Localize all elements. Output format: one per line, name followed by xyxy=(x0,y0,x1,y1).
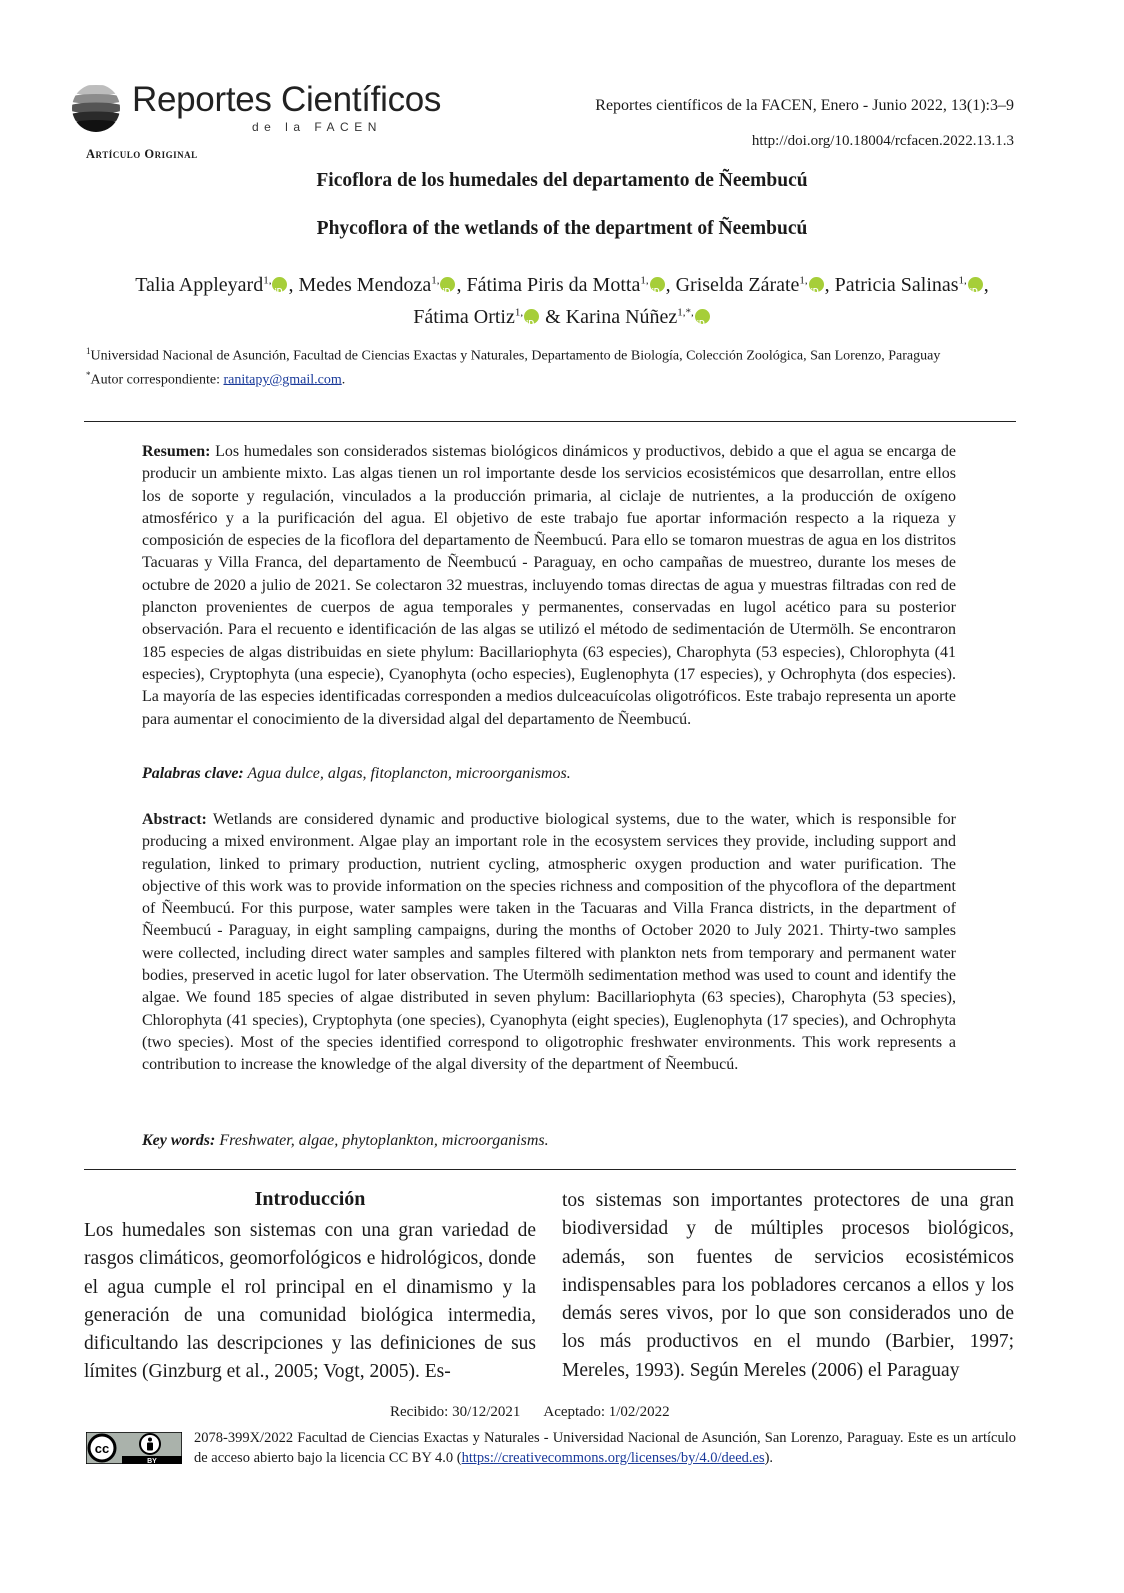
article-dates xyxy=(390,1404,690,1421)
author: Talia Appleyard$^{1,}$iD , xyxy=(135,274,298,296)
cc-by-badge[interactable] xyxy=(86,1432,182,1464)
person-icon xyxy=(140,1434,160,1454)
affiliation xyxy=(86,342,1016,389)
orcid-icon[interactable] xyxy=(968,277,983,292)
author: Fátima Ortiz$^{1,}$iD & xyxy=(413,306,565,328)
author: Fátima Piris da Motta$^{1,}$iD , xyxy=(466,274,675,296)
title-english: Phycoflora of the wetlands of the department of Ñeembucú xyxy=(316,218,808,239)
cc-icon xyxy=(89,1435,115,1461)
author: Karina Núñez$^{1,*,}$iD xyxy=(566,306,711,328)
accepted-date: Aceptado: 1/02/2022 xyxy=(543,1404,670,1420)
received-date: Recibido: 30/12/2021 xyxy=(390,1404,521,1420)
article-type: Artículo Original xyxy=(86,147,198,161)
affiliation-line: $^1$Universidad Nacional de Asunción, Facultad de Ciencias Exactas y Naturales, Departamento de Biología, Colección Zoológica, San Lorenzo, Paraguay xyxy=(86,346,941,364)
author-list xyxy=(112,266,1012,331)
abstract-paragraph: Abstract: Wetlands are considered dynamic and productive biological systems, due to the water, which is responsible for producing a mixed environment. Algae play an important role in the ecosystem services they provide, including support and regulation, linked to primary production, nutrient cycling, atmospheric oxygen production and water purification. The objective of this work was to provide information on the species richness and composition of the phycoflora of the department of Ñeembucú. For this purpose, water samples were taken in the Tacuaras and Villa Franca districts, in the department of Ñeembucú - Paraguay, in eight sampling campaigns, during the months of October 2020 to July 2021. Thirty-two samples were collected, including direct water samples and samples filtered with plankton nets from temporary and permanent water bodies, preserved in acetic lugol for later observation. The Utermölh sedimentation method was used to count and identify the algae. We found 185 species of algae distributed in seven phylum: Bacillariophyta (63 species), Charophyta (53 species), Chlorophyta (41 species), Cryptophyta (one species), Cyanophyta (eight species), Euglenophyta (17 species), and Ochrophyta (two species). Most of the species identified correspond to oligotrophic freshwater environments. This work represents a contribution to increase the knowledge of the algal diversity of the department of Ñeembucú. xyxy=(142,811,956,1074)
journal-logo-icon xyxy=(70,82,122,134)
introduction-column-2: tos sistemas son importantes protectores de una gran biodiversidad y de múltiples procesos biológicos, además, son fuentes de servicios ecosistémicos indispensables para los pobladores cercanos a ellos y los demás seres vivos, por lo que son considerados uno de los más productivos en el mundo (Barbier, 1997; Mereles, 1993). Según Mereles (2006) el Paraguay xyxy=(562,1190,1014,1381)
orcid-icon[interactable] xyxy=(440,277,455,292)
orcid-icon[interactable] xyxy=(524,309,539,324)
abstract-label: Abstract: xyxy=(142,811,207,828)
corresponding-email-link[interactable]: ranitapy@gmail.com xyxy=(223,372,342,388)
logo-subtitle: de la FACEN xyxy=(252,120,382,134)
introduction-heading: Introducción xyxy=(254,1188,366,1210)
resumen-paragraph: Resumen: Los humedales son considerados sistemas biológicos dinámicos y productivos, debido a que el agua se encarga de producir un ambiente mixto. Las algas tienen un rol importante desde los servicios ecosistémicos que desarrollan, entre ellos los de soporte y regulación, vinculados a la producción primaria, al ciclaje de nutrientes, a la producción de oxígeno atmosférico y a la purificación del agua. El objetivo de este trabajo fue aportar información respecto a la riqueza y composición de especies de la ficoflora del departamento de Ñeembucú. Para ello se tomaron muestras de agua en los distritos Tacuaras y Villa Franca, del departamento de Ñeembucú - Paraguay, en ocho campañas de muestreo, durante los meses de octubre de 2020 a julio de 2021. Se colectaron 32 muestras, incluyendo tomas directas de agua y muestras filtradas con red de plancton provenientes de cuerpos de agua temporales y permanentes, conservadas en lugol acético para su posterior observación. Para el recuento e identificación de las algas se utilizó el método de sedimentación de Utermölh. Se encontraron 185 especies de algas distribuidas en siete phylum: Bacillariophyta (63 especies), Charophyta (53 especies), Chlorophyta (41 especies), Cryptophyta (una especie), Cyanophyta (ocho especies), Euglenophyta (17 especies), y Ochrophyta (dos especies). La mayoría de las especies identificadas corresponden a medios dulceacuícolas oligotróficos. Este trabajo representa un aporte para aumentar el conocimiento de la diversidad algal del departamento de Ñeembucú. xyxy=(142,443,956,728)
cc-by-label: BY xyxy=(147,1458,157,1464)
orcid-icon[interactable] xyxy=(650,277,665,292)
author: Griselda Zárate$^{1,}$iD , xyxy=(676,274,835,296)
license-statement: 2078-399X/2022 Facultad de Ciencias Exactas y Naturales - Universidad Nacional de Asunción, San Lorenzo, Paraguay. Este es un artículo de acceso abierto bajo la licencia CC BY 4.0 (https://creativecommons.org/licenses/by/4.0/deed.es). xyxy=(194,1430,1016,1466)
title-spanish: Ficoflora de los humedales del departamento de Ñeembucú xyxy=(316,170,808,191)
abstract-divider xyxy=(84,1169,1016,1170)
corresponding-author: *Autor correspondiente: ranitapy@gmail.com. xyxy=(86,369,346,388)
palabras-clave: Palabras clave: Agua dulce, algas, fitoplancton, microorganismos. xyxy=(142,765,571,782)
logo-title: Reportes Científicos xyxy=(132,80,442,119)
orcid-icon[interactable] xyxy=(272,277,287,292)
journal-reference: Reportes científicos de la FACEN, Enero - Junio 2022, 13(1):3–9 xyxy=(595,97,1014,114)
author: Medes Mendoza$^{1,}$iD , xyxy=(298,274,466,296)
key-words: Key words: Freshwater, algae, phytoplankton, microorganisms. xyxy=(142,1132,549,1149)
header-divider xyxy=(84,421,1016,422)
key-words-label: Key words: xyxy=(142,1132,216,1149)
resumen-label: Resumen: xyxy=(142,443,211,460)
introduction-column-1: Los humedales son sistemas con una gran variedad de rasgos climáticos, geomorfológicos e hidrológicos, donde el agua cumple el rol principal en el dinamismo y la generación de una comunidad biológica intermedia, dificultando las descripciones y las definiciones de sus límites (Ginzburg et al., 2005; Vogt, 2005). Es- xyxy=(84,1220,536,1383)
palabras-clave-label: Palabras clave: xyxy=(142,765,244,782)
author: Patricia Salinas$^{1,}$iD , xyxy=(835,274,989,296)
svg-text:cc: cc xyxy=(94,1441,110,1456)
license-link[interactable]: https://creativecommons.org/licenses/by/4.0/deed.es xyxy=(461,1450,765,1466)
doi-link[interactable]: http://doi.org/10.18004/rcfacen.2022.13.1.3 xyxy=(751,133,1014,149)
orcid-icon[interactable] xyxy=(809,277,824,292)
orcid-icon[interactable] xyxy=(695,309,710,324)
journal-logo xyxy=(70,80,442,140)
